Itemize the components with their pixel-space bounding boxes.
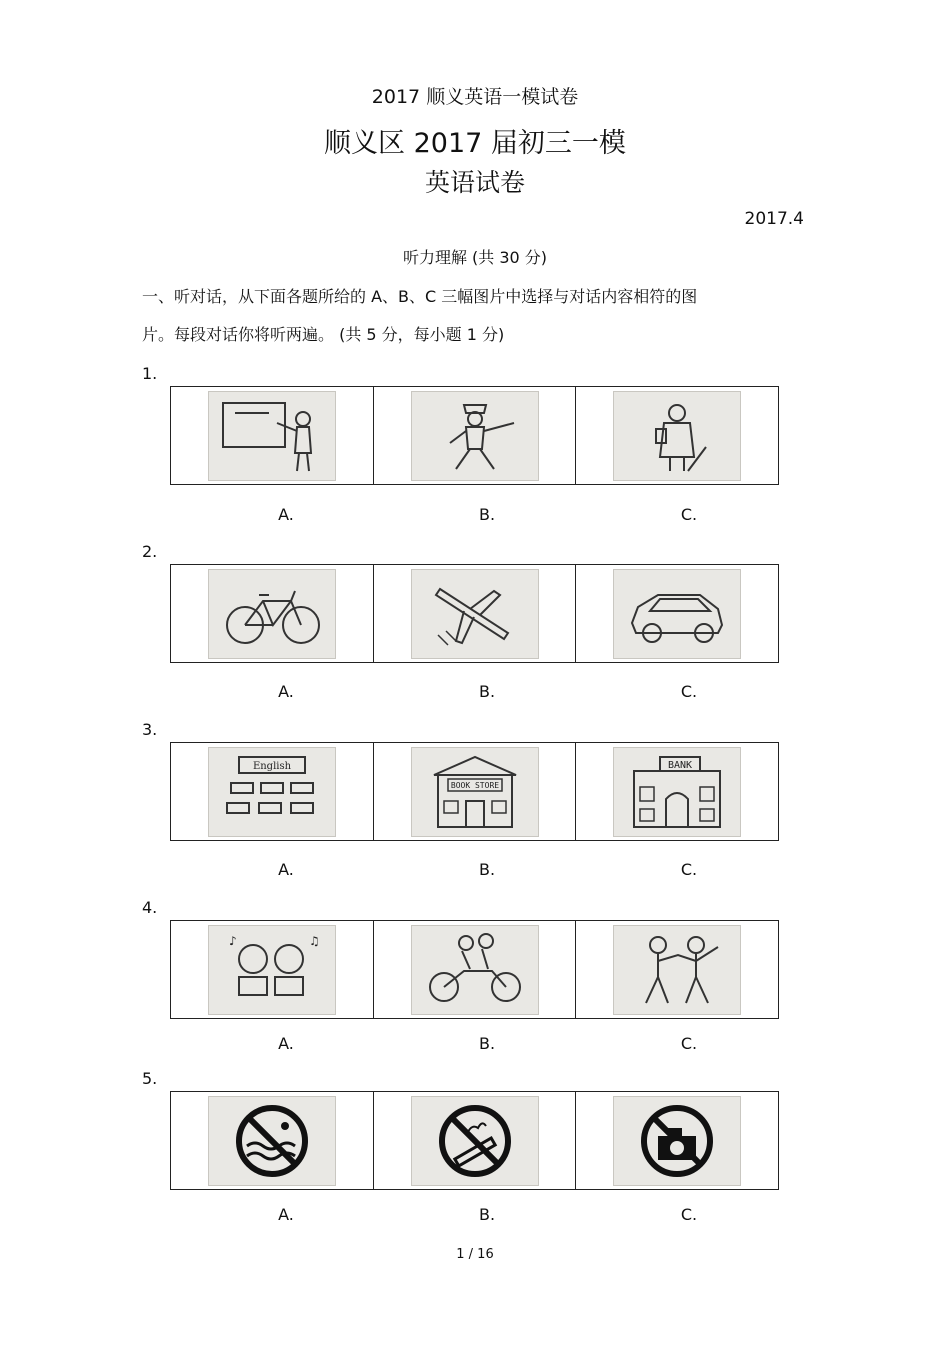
top-title: 2017 顺义英语一模试卷 — [371, 86, 579, 108]
question-1-table — [170, 386, 779, 485]
option-cell — [374, 743, 577, 840]
policeman-icon — [411, 391, 539, 481]
option-b-label: B. — [478, 505, 496, 524]
option-cell — [374, 1092, 577, 1189]
option-cell — [374, 921, 577, 1018]
bank-sign-text: BANK — [668, 759, 693, 771]
airplane-icon — [411, 569, 539, 659]
page-number: 1 / 16 — [456, 1247, 494, 1262]
doctor-icon — [613, 391, 741, 481]
option-b-label: B. — [478, 1205, 496, 1224]
option-a-label: A. — [278, 682, 294, 701]
option-b-label: B. — [478, 860, 496, 879]
option-cell — [576, 743, 778, 840]
question-4-table — [170, 920, 779, 1019]
question-number: 3. — [142, 720, 158, 739]
option-cell — [374, 387, 577, 484]
classroom-icon — [208, 747, 336, 837]
option-a-label: A. — [278, 860, 294, 879]
question-number: 2. — [142, 542, 158, 561]
option-b-label: B. — [478, 682, 496, 701]
dancing-icon — [613, 925, 741, 1015]
option-c-label: C. — [680, 860, 698, 879]
option-a-label: A. — [278, 1034, 294, 1053]
question-number: 5. — [142, 1069, 158, 1088]
instruction-line-2: 片。每段对话你将听两遍。 (共 5 分，每小题 1 分) — [142, 325, 505, 344]
classroom-sign-text: English — [252, 760, 291, 772]
option-c-label: C. — [680, 1205, 698, 1224]
option-cell — [171, 743, 374, 840]
option-cell — [171, 565, 374, 662]
option-cell — [374, 565, 577, 662]
exam-date: 2017.4 — [744, 209, 804, 229]
teacher-icon — [208, 391, 336, 481]
question-3-table — [170, 742, 779, 841]
question-5-table — [170, 1091, 779, 1190]
option-c-label: C. — [680, 682, 698, 701]
option-c-label: C. — [680, 505, 698, 524]
svg-text:♫: ♫ — [308, 933, 320, 948]
no-smoking-icon — [411, 1096, 539, 1186]
cycling-icon — [411, 925, 539, 1015]
singing-icon — [208, 925, 336, 1015]
question-2-table — [170, 564, 779, 663]
option-c-label: C. — [680, 1034, 698, 1053]
option-cell — [171, 921, 374, 1018]
sub-title: 英语试卷 — [424, 168, 525, 197]
option-b-label: B. — [478, 1034, 496, 1053]
bookstore-icon — [411, 747, 539, 837]
option-a-label: A. — [278, 505, 294, 524]
car-icon — [613, 569, 741, 659]
bicycle-icon — [208, 569, 336, 659]
svg-text:♪: ♪ — [228, 933, 237, 948]
option-cell — [576, 1092, 778, 1189]
option-a-label: A. — [278, 1205, 294, 1224]
instruction-line-1: 一、听对话，从下面各题所给的 A、B、C 三幅图片中选择与对话内容相符的图 — [142, 287, 698, 306]
no-swimming-icon — [208, 1096, 336, 1186]
bookstore-sign-text: BOOK STORE — [450, 780, 499, 790]
option-cell — [576, 387, 778, 484]
option-cell — [171, 387, 374, 484]
section-title: 听力理解 (共 30 分) — [402, 248, 548, 267]
bank-icon — [613, 747, 741, 837]
main-title: 顺义区 2017 届初三一模 — [324, 128, 626, 159]
no-photo-icon — [613, 1096, 741, 1186]
question-number: 4. — [142, 898, 158, 917]
option-cell — [576, 565, 778, 662]
option-cell — [576, 921, 778, 1018]
question-number: 1. — [142, 364, 158, 383]
option-cell — [171, 1092, 374, 1189]
